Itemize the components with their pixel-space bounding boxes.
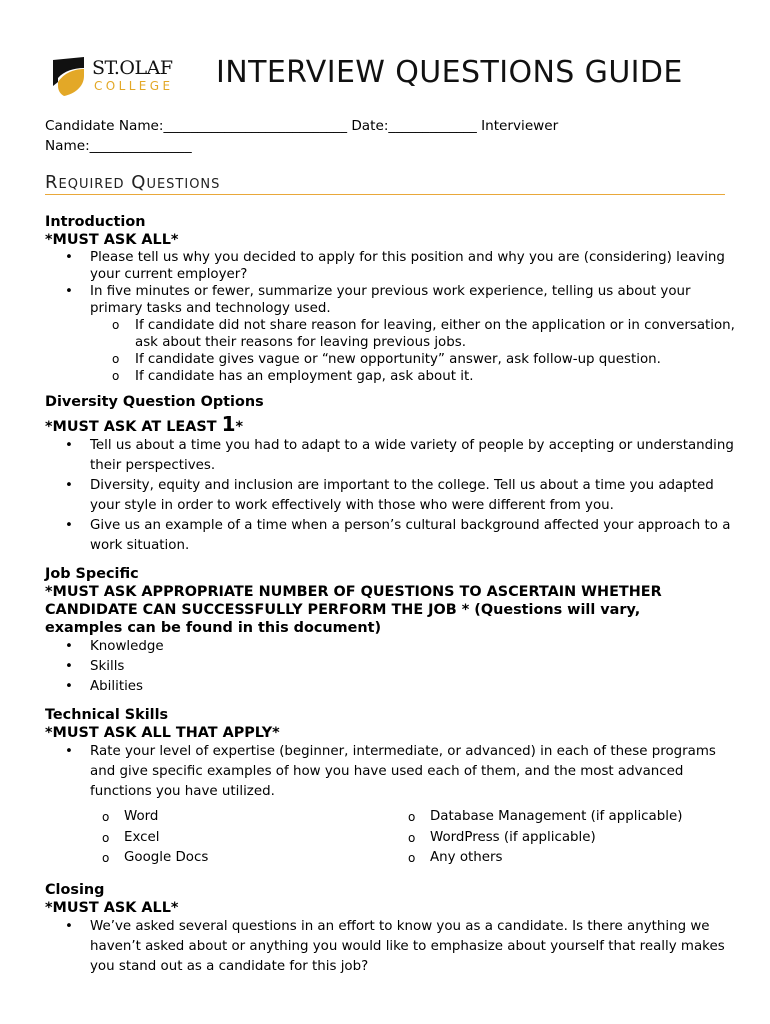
- introduction-section: [45, 213, 735, 385]
- rule-prefix: *MUST ASK AT LEAST: [45, 419, 222, 435]
- section-rule: *MUST ASK ALL THAT APPLY*: [45, 725, 280, 741]
- section-title: Diversity Question Options: [45, 394, 264, 410]
- software-columns: [90, 807, 735, 869]
- list-item: • Rate your level of expertise (beginner, intermediate, or advanced) in each of these programs and give specific examples of how you have used each of them, and the most advanced functions you have utilized.: [45, 742, 735, 802]
- section-title: Technical Skills: [45, 707, 169, 723]
- sub-bullet-list: [396, 807, 702, 869]
- rule-suffix: *: [235, 419, 244, 435]
- list-item: • Knowledge: [45, 637, 735, 657]
- list-item: o Excel: [90, 828, 396, 849]
- bullet-list: [45, 637, 735, 697]
- rule-number: 1: [221, 412, 236, 436]
- list-item: o If candidate has an employment gap, ask about it.: [90, 368, 735, 385]
- list-item: o Word: [90, 807, 396, 828]
- st-olaf-logo: [52, 56, 192, 96]
- list-item: • We’ve asked several questions in an effort to know you as a candidate. Is there anything we haven’t asked about or anything you would like to emphasize about yourself that really makes you stand out as a candidate for this job?: [45, 917, 735, 977]
- section-rule: [45, 412, 735, 436]
- list-item: • Abilities: [45, 677, 735, 697]
- job-specific-section: [45, 565, 735, 697]
- sub-bullet-list: [90, 807, 396, 869]
- section-rule: *MUST ASK APPROPRIATE NUMBER OF QUESTIONS TO ASCERTAIN WHETHER CANDIDATE CAN SUCCESSFULLY PERFORM THE JOB * (Questions will vary, examples can be found in this document): [45, 584, 662, 636]
- logo-subtitle: COLLEGE: [94, 79, 174, 93]
- list-item: • Diversity, equity and inclusion are important to the college. Tell us about a time you adapted your style in order to work effectively with those who were different from you.: [45, 476, 735, 516]
- section-heading: Required Questions: [45, 172, 725, 195]
- software-column-right: [396, 807, 702, 869]
- bullet-list: [45, 249, 735, 317]
- bullet-list: [45, 436, 735, 556]
- bullet-list: [45, 917, 735, 977]
- list-item: o If candidate did not share reason for leaving, either on the application or in conversation, ask about their reasons for leaving previous jobs.: [90, 317, 735, 351]
- shield-logo-icon: [52, 56, 86, 96]
- list-item: • Skills: [45, 657, 735, 677]
- list-item: o If candidate gives vague or “new opportunity” answer, ask follow-up question.: [90, 351, 735, 368]
- section-rule: *MUST ASK ALL*: [45, 232, 179, 248]
- candidate-fields: Candidate Name:___________________________ Date:_____________ Interviewer Name:_______________: [45, 118, 559, 154]
- bullet-list: [45, 742, 735, 802]
- diversity-section: [45, 393, 735, 556]
- software-column-left: [90, 807, 396, 869]
- list-item: • Please tell us why you decided to apply for this position and why you are (considering) leaving your current employer?: [45, 249, 735, 283]
- list-item: o Google Docs: [90, 848, 396, 869]
- list-item: o WordPress (if applicable): [396, 828, 702, 849]
- list-item: o Database Management (if applicable): [396, 807, 702, 828]
- questions-content: [45, 213, 735, 977]
- section-title: Job Specific: [45, 566, 139, 582]
- section-title: Closing: [45, 881, 105, 898]
- sub-bullet-list: [90, 317, 735, 385]
- list-item: • Tell us about a time you had to adapt to a wide variety of people by accepting or understanding their perspectives.: [45, 436, 735, 476]
- list-item: o Any others: [396, 848, 702, 869]
- section-title: Introduction: [45, 214, 146, 230]
- technical-skills-section: [45, 706, 735, 869]
- list-item: • In five minutes or fewer, summarize your previous work experience, telling us about your primary tasks and technology used.: [45, 283, 735, 317]
- list-item: • Give us an example of a time when a person’s cultural background affected your approach to a work situation.: [45, 516, 735, 556]
- page-title: INTERVIEW QUESTIONS GUIDE: [216, 55, 683, 90]
- closing-section: [45, 881, 735, 977]
- section-rule: *MUST ASK ALL*: [45, 899, 179, 916]
- logo-name: ST.OLAF: [92, 57, 173, 79]
